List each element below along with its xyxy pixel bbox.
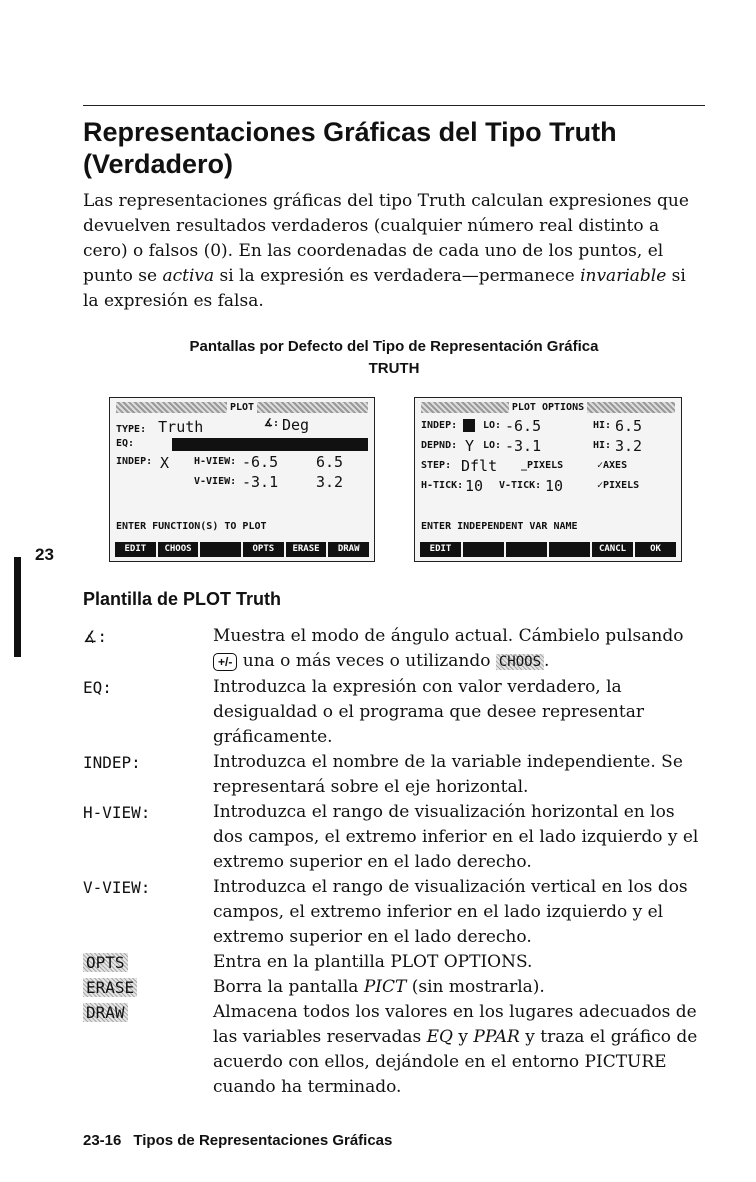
definition-term: ∡: [83,627,107,646]
top-rule [83,105,705,106]
definition-text: Entra en la plantilla PLOT OPTIONS. [213,952,533,972]
hview-lo-field[interactable]: -6.5 [242,453,279,471]
indep-field-cursor[interactable] [463,419,475,432]
definition-item [83,800,705,875]
softkey-blank [463,542,504,557]
definition-item [83,675,705,750]
softkey-blank [549,542,590,557]
step-row: STEP: Dflt _PIXELS ✓AXES [421,457,628,475]
definition-term: H-VIEW: [83,803,151,822]
plus-minus-key-icon: +/- [213,653,237,671]
intro-emphasis-invariable: invariable [580,266,667,286]
definition-text: Introduzca el nombre de la variable independiente. Se representará sobre el eje horizontal. [213,752,683,797]
definition-item [83,1000,705,1100]
axes-checkbox[interactable]: ✓AXES [597,460,628,471]
definition-text: Introduzca la expresión con valor verdadero, la desigualdad o el programa que desee representar gráficamente. [213,677,644,747]
screen-prompt: ENTER FUNCTION(S) TO PLOT [116,521,267,532]
page-title: Representaciones Gráficas del Tipo Truth (Verdadero) [83,117,617,179]
definition-term-softkey: ERASE [83,975,213,1000]
plot-screen: PLOT TYPE: Truth ∡: Deg EQ: INDEP: X H-VIEW: -6.5 6.5 V-VIEW: -3.1 3.2 ENTER FUNCTION(S) TO PLOT EDIT CHOOS OPTS ERASE DRAW [109,397,375,562]
definition-term-softkey: OPTS [83,950,213,975]
eq-row: EQ: [116,438,368,449]
pixels-ticks-checkbox[interactable]: ✓PIXELS [597,480,640,491]
figure-caption: Pantallas por Defecto del Tipo de Representación Gráfica [189,338,599,355]
pixels-checkbox[interactable]: _PIXELS [521,460,564,471]
definition-text: Borra la pantalla PICT (sin mostrarla). [213,977,545,997]
angle-field[interactable]: Deg [282,416,310,434]
softkey-opts[interactable]: OPTS [243,542,284,557]
softkey-draw[interactable]: DRAW [328,542,369,557]
definition-term-softkey: DRAW [83,1000,213,1100]
indep-hi-field[interactable]: 6.5 [615,417,643,435]
softkey-cancel[interactable]: CANCL [592,542,633,557]
depnd-lo-field[interactable]: -3.1 [505,437,542,455]
definition-item [83,975,705,1000]
indep-field[interactable]: X [160,454,170,472]
intro-text-2: si la expresión es verdadera—permanece [214,266,581,286]
softkey-blank [200,542,241,557]
htick-field[interactable]: 10 [465,477,484,495]
definition-item [83,950,705,975]
definition-text: Almacena todos los valores en los lugares adecuados de las variables reservadas EQ y PPAR y traza el gráfico de acuerdo con ellos, dejándole en el entorno PICTURE cuando ha terminado. [213,1002,698,1097]
softkey-ok[interactable]: OK [635,542,676,557]
section-heading: Plantilla de PLOT Truth [83,589,282,609]
softkey-bar [115,542,369,557]
intro-text-3: si la expresión es falsa. [83,266,686,311]
screen-header: PLOT [116,402,368,413]
plot-options-screen [414,397,682,562]
definition-item [83,875,705,950]
definition-item [83,624,705,675]
screen-header: PLOT OPTIONS [421,402,675,413]
choos-softkey-label: CHOOS [496,654,544,670]
softkey-erase[interactable]: ERASE [286,542,327,557]
indep-lo-field[interactable]: -6.5 [505,417,542,435]
tick-row: H-TICK: 10 V-TICK: 10 ✓PIXELS [421,477,640,495]
softkey-blank [506,542,547,557]
definition-item [83,750,705,800]
type-field[interactable]: Truth [158,418,204,436]
depnd-row: DEPND: Y LO: -3.1 HI: 3.2 [421,437,643,455]
intro-emphasis-activa: activa [162,266,215,286]
screen-prompt: ENTER INDEPENDENT VAR NAME [421,521,578,532]
chapter-thumb-tab [14,557,21,657]
chapter-number: 23 [35,545,54,564]
step-field[interactable]: Dflt [461,457,498,475]
figure-caption-type: TRUTH [368,360,420,377]
definition-term: V-VIEW: [83,878,151,897]
vtick-field[interactable]: 10 [545,477,564,495]
intro-text-1: Las representaciones gráficas del tipo Truth calculan expresiones que devuelven resultados verdaderos (cualquier número real distinto a cero) o falsos (0). En las coordenadas de cada uno de los puntos, el punto se [83,191,689,286]
footer-section-title: Tipos de Representaciones Gráficas [133,1132,393,1149]
indep-row: INDEP: LO: -6.5 HI: 6.5 [421,417,643,435]
vview-hi-field[interactable]: 3.2 [316,473,344,491]
definition-term: INDEP: [83,753,141,772]
depnd-field[interactable]: Y [465,437,475,455]
page-number: 23-16 [83,1132,122,1149]
type-row: TYPE: Truth ∡: Deg [116,416,310,436]
definition-text: Introduzca el rango de visualización vertical en los dos campos, el extremo inferior en el lado izquierdo y el extremo superior en el lado derecho. [213,877,688,947]
page-footer [83,1132,392,1149]
hview-hi-field[interactable]: 6.5 [316,453,344,471]
definition-text: Muestra el modo de ángulo actual. Cámbielo pulsando +/- una o más veces o utilizando CHOOS . [213,626,684,671]
softkey-choos[interactable]: CHOOS [158,542,199,557]
definition-term: EQ: [83,678,112,697]
definition-list [83,624,705,1100]
intro-paragraph [83,189,705,314]
eq-field[interactable] [172,438,368,451]
softkey-bar [420,542,676,557]
vview-lo-field[interactable]: -3.1 [242,473,279,491]
depnd-hi-field[interactable]: 3.2 [615,437,643,455]
softkey-edit[interactable]: EDIT [420,542,461,557]
indep-row: INDEP: X H-VIEW: -6.5 6.5 [116,453,344,472]
softkey-edit[interactable]: EDIT [115,542,156,557]
definition-text: Introduzca el rango de visualización horizontal en los dos campos, el extremo inferior en el lado izquierdo y el extremo superior en el lado derecho. [213,802,699,872]
